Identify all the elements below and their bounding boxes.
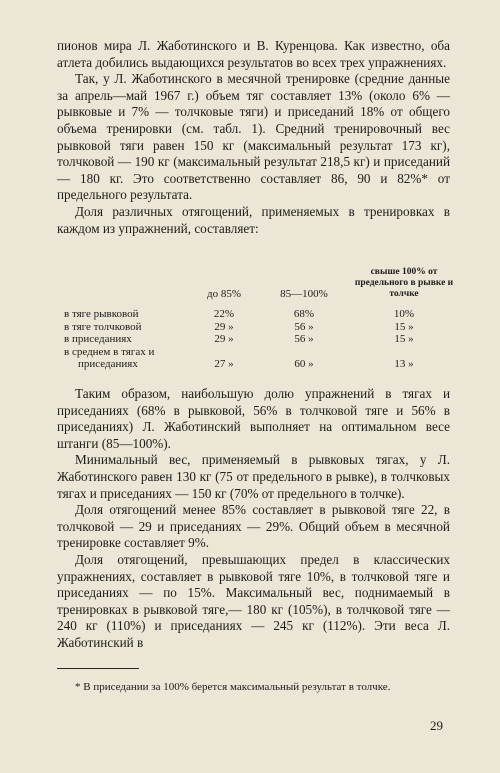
table-row [64, 333, 454, 346]
cell: 13 » [394, 358, 414, 370]
cell: 15 » [394, 333, 414, 345]
row-label: в тяге рывковой [64, 308, 139, 320]
text-block-bottom [57, 386, 450, 652]
table-header-empty [64, 267, 194, 308]
footnote-divider [57, 668, 139, 669]
cell: 60 » [294, 358, 314, 370]
cell [194, 346, 254, 359]
table-row [64, 321, 454, 334]
table-header: 85—100% [280, 287, 328, 300]
row-label: в приседаниях [64, 333, 132, 345]
table-row [64, 346, 454, 359]
paragraph: Минимальный вес, применяемый в рывковых тягах, у Л. Жаботинского равен 130 кг (75 от предельного в рывке), в толчковых тягах и приседаниях — 150 кг (70% от предельного в толчке). [57, 452, 450, 501]
paragraph: Доля отягощений, превышающих предел в классических упражнениях, составляет в рывковой тяге 10%, в толчковой тяге и приседаниях — по 15%. Максимальный вес, поднимаемый в тренировках в рывковой тяге,— 180 кг (105%), в толчковой тяге — 240 кг (110%) и приседаниях — 245 кг (112%). Эти веса Л. Жаботинский в [57, 551, 450, 650]
footnote: * В приседании за 100% берется максимальный результат в толчке. [75, 681, 391, 693]
row-label: приседаниях [78, 358, 138, 370]
cell: 27 » [214, 358, 234, 370]
cell [254, 346, 354, 359]
paragraph: Доля отягощений менее 85% составляет в рывковой тяге 22, в толчковой — 29 и приседаниях — 29%. Общий объем в месячной тренировке составляет 9%. [57, 502, 450, 551]
cell: 15 » [394, 320, 414, 333]
table-header: свыше 100% от предельного в рывке и толчке [354, 267, 454, 299]
table-row [64, 358, 454, 371]
paragraph: пионов мира Л. Жаботинского и В. Куренцова. Как известно, оба атлета добились выдающихся результатов во всех трех упражнениях. [57, 38, 450, 70]
text-block-top [57, 38, 450, 237]
cell: 68% [293, 308, 315, 320]
cell [354, 346, 454, 359]
row-label: в среднем в тягах и [64, 345, 155, 358]
cell: 29 » [214, 320, 234, 333]
load-distribution-table [64, 267, 454, 371]
cell: 56 » [294, 333, 314, 345]
row-label: в тяге толчковой [64, 320, 142, 333]
table-header-row [64, 267, 454, 308]
table-row [64, 308, 454, 321]
cell: 10% [393, 308, 415, 320]
paragraph: Так, у Л. Жаботинского в месячной тренировке (средние данные за апрель—май 1967 г.) объем тяг составляет 13% (около 6% — рывковые и 7% — толчковые тяги) и приседаний 18% от общего объема тренировки (см. табл. 1). Средний тренировочный вес рывковой тяги равен 150 кг (максимальный результат 173 кг), толчковой — 190 кг (максимальный результат 218,5 кг) и приседаний — 180 кг. Это соответственно составляет 86, 90 и 82%* от предельного результата. [57, 71, 450, 203]
cell: 56 » [294, 320, 314, 333]
paragraph: Доля различных отягощений, применяемых в тренировках в каждом из упражнений, составляет: [57, 203, 450, 236]
cell: 29 » [214, 333, 234, 345]
cell: 22% [213, 308, 235, 320]
table-header: до 85% [206, 287, 241, 300]
page-number: 29 [430, 718, 443, 733]
paragraph: Таким образом, наибольшую долю упражнений в тягах и приседаниях (68% в рывковой, 56% в толчковой тяге и 56% в приседаниях) Л. Жаботинский выполняет на оптимальном весе штанги (85—100%). [57, 386, 450, 451]
